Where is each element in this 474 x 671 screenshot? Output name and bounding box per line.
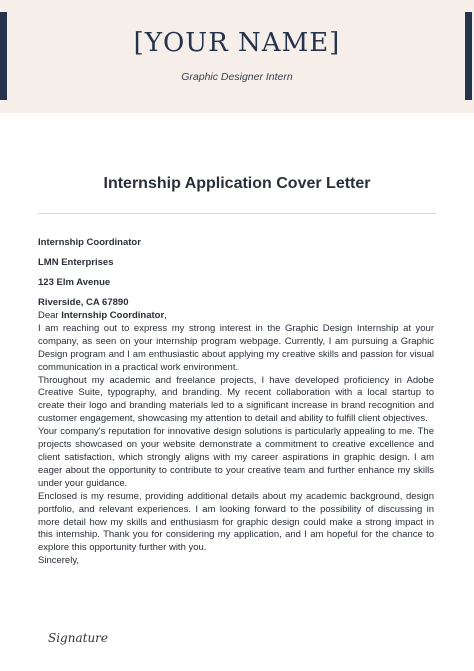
signature: Signature (48, 631, 109, 645)
recipient-city: Riverside, CA 67890 (38, 297, 129, 308)
paragraph-closing: Enclosed is my resume, providing additional details about my academic background, design portfolio, and relevant experiences. I am looking forward to the possibility of discussing in more detail how my skills and enthusiasm for graphic design could make a strong impact in this internship. Thank you for considering my application, and I am hopeful for the chance to explore this opportunity further with you. (38, 490, 434, 554)
applicant-name: [YOUR NAME] (133, 28, 341, 58)
letterhead (0, 0, 474, 113)
paragraph-experience: Throughout my academic and freelance projects, I have developed proficiency in Adobe Creative Suite, typography, and branding. My recent collaboration with a local startup to create their logo and branding materials led to a significant increase in brand recognition and customer engagement, showcasing my attention to detail and ability to fulfill client objectives. (38, 374, 434, 425)
greeting-prefix: Dear (38, 310, 62, 321)
title-divider (38, 213, 436, 214)
recipient-street: 123 Elm Avenue (38, 277, 111, 288)
document-title: Internship Application Cover Letter (103, 175, 371, 192)
letter-body (38, 310, 434, 568)
recipient-name: Internship Coordinator (38, 237, 141, 248)
greeting-name: Internship Coordinator (61, 310, 165, 321)
greeting-suffix: , (164, 310, 167, 321)
paragraph-interest: I am reaching out to express my strong interest in the Graphic Design Internship at your company, as seen on your internship program webpage. Currently, I am pursuing a Graphic Design program and I am enthusiastic about applying my creative skills and passion for visual communication in a practical work environment. (38, 322, 434, 373)
paragraph-company: Your company's reputation for innovative design solutions is particularly appealing to me. The projects showcased on your website demonstrate a commitment to creative excellence and client satisfaction, which strongly aligns with my career aspirations in graphic design. I am eager about the opportunity to contribute to your creative team and further enhance my skills under your guidance. (38, 426, 434, 489)
applicant-role: Graphic Designer Intern (181, 71, 293, 83)
recipient-company: LMN Enterprises (38, 257, 114, 268)
closing: Sincerely, (38, 555, 80, 567)
greeting (38, 310, 434, 323)
